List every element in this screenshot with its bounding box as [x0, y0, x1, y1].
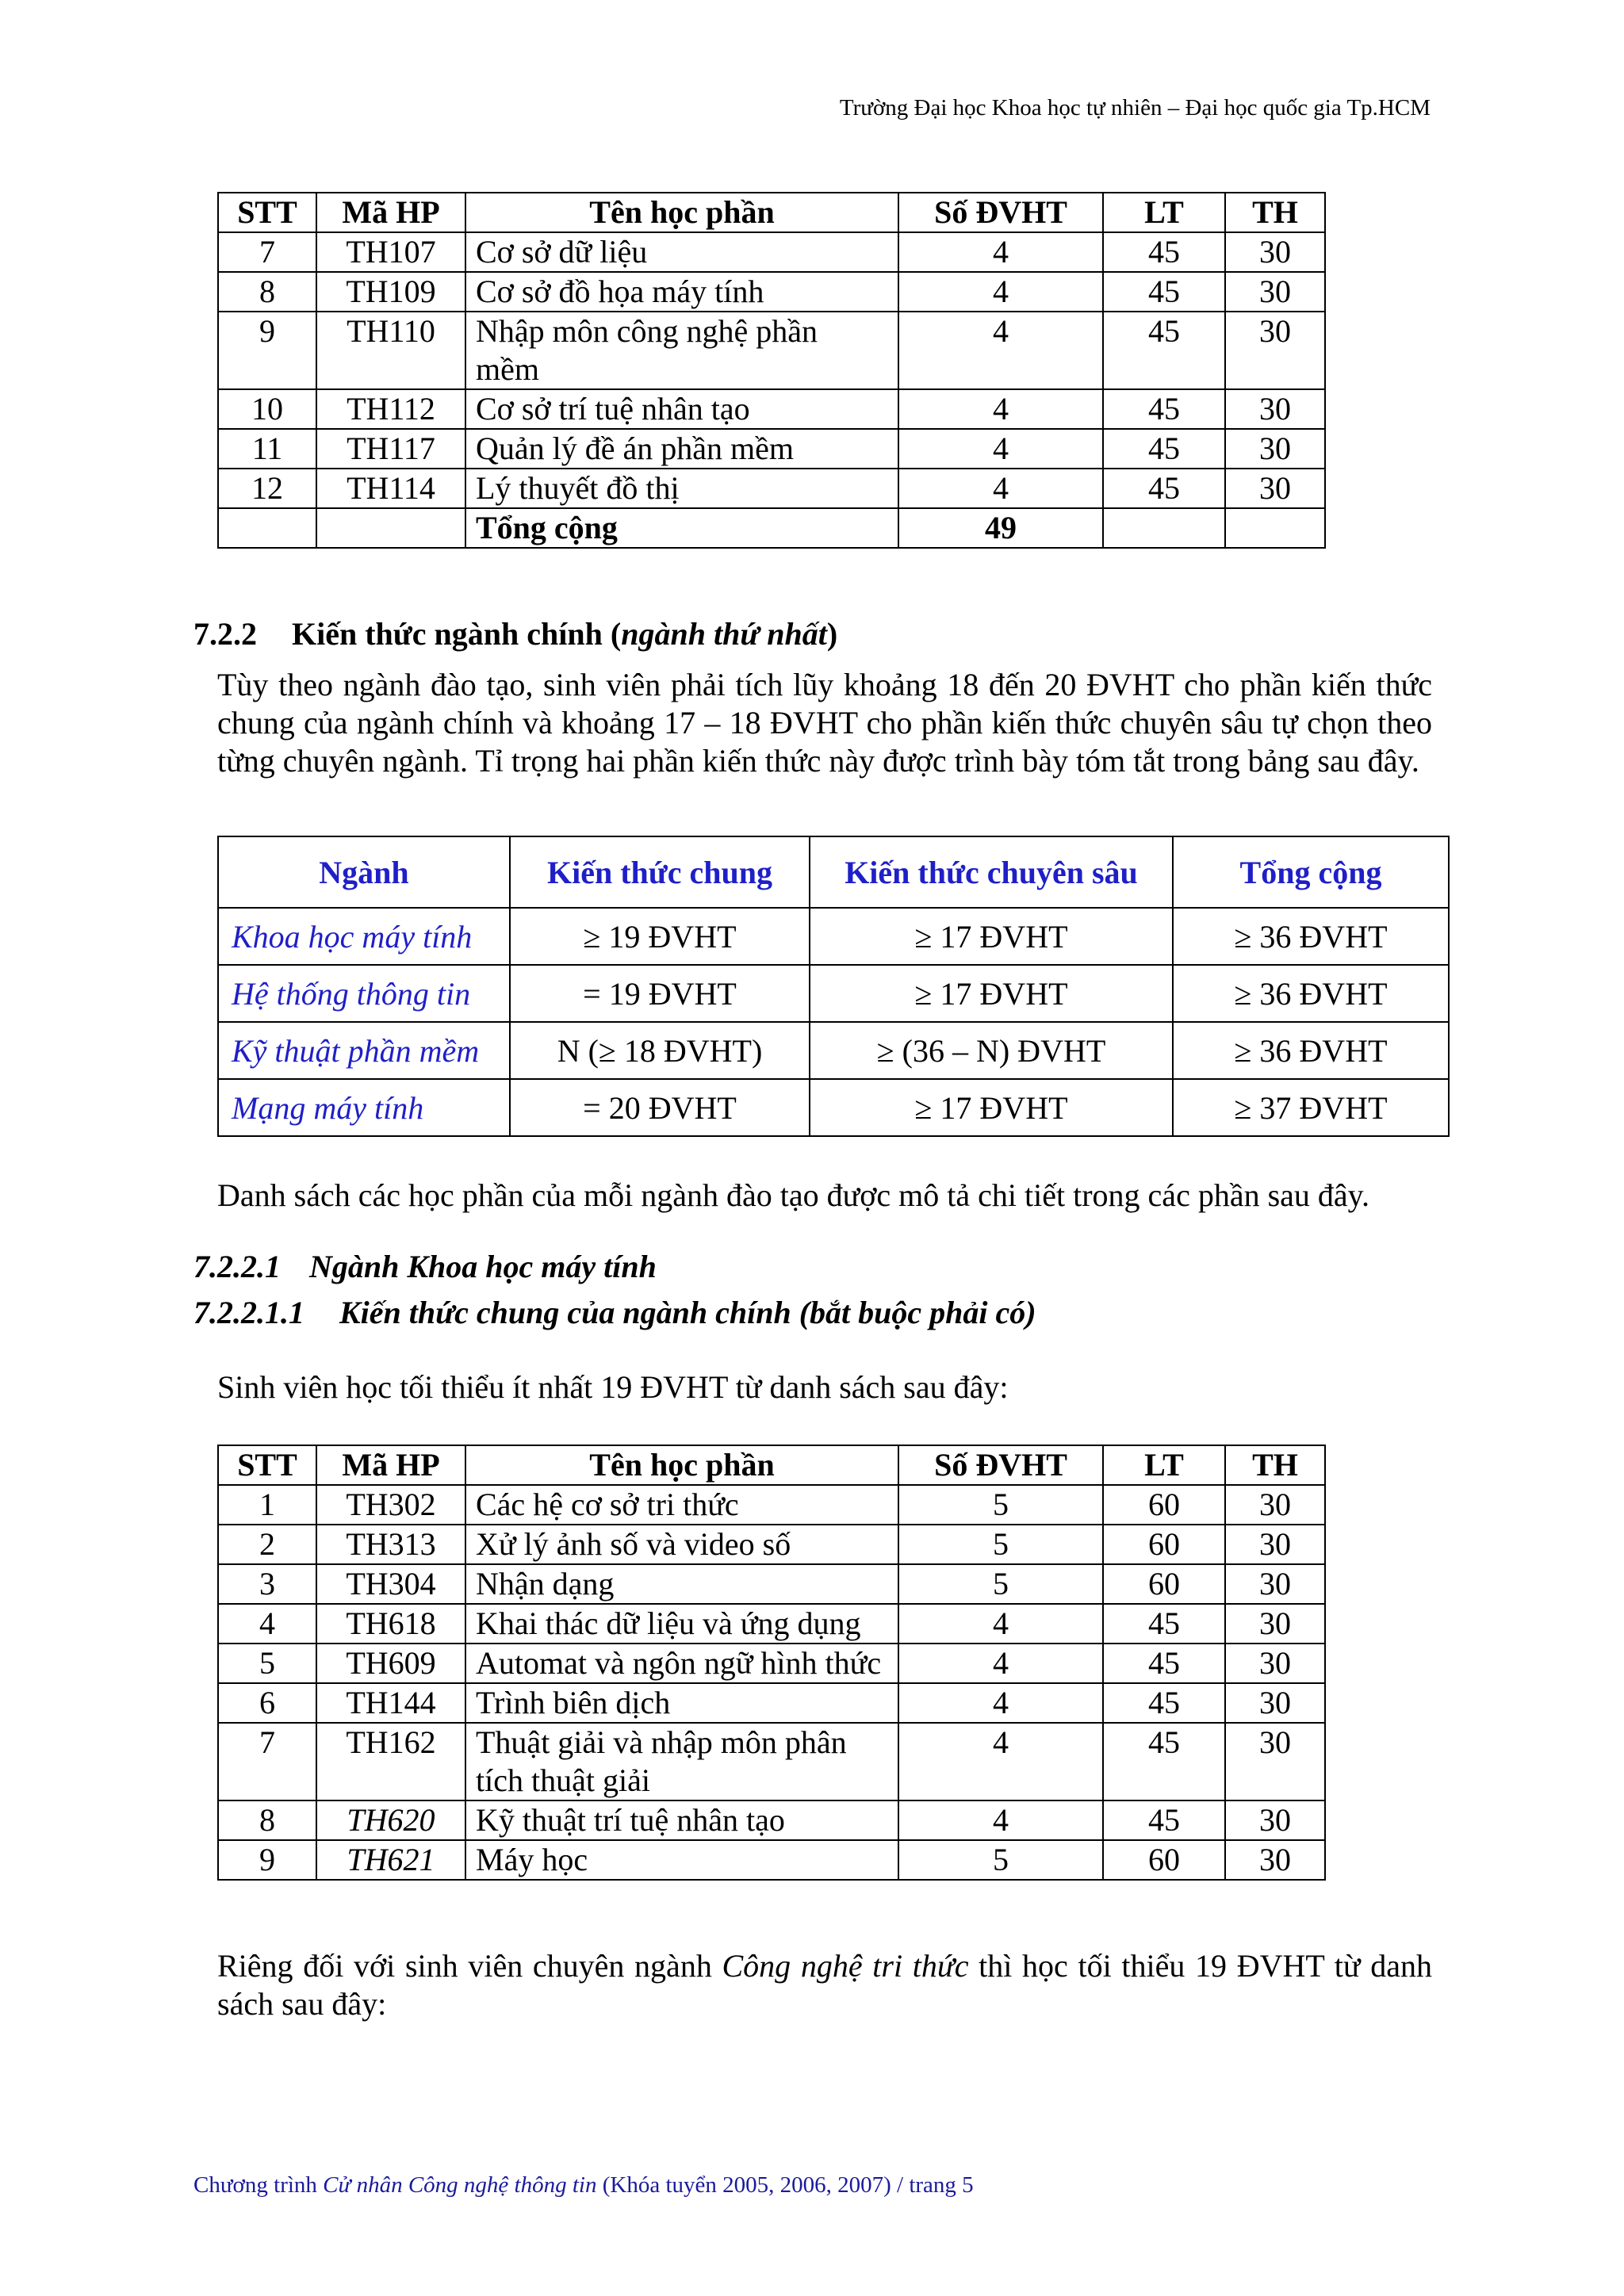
section-title: Kiến thức chung của ngành chính (bắt buộc phải có) [339, 1295, 1036, 1330]
summary-row [218, 1022, 1449, 1079]
code-cell: TH618 [316, 1604, 465, 1644]
th-cell: 30 [1225, 1800, 1325, 1840]
column-header-th: TH [1225, 1445, 1325, 1485]
lt-cell: 45 [1103, 1800, 1225, 1840]
table-row [218, 1525, 1325, 1564]
table-row [218, 312, 1325, 389]
major-cell: Kỹ thuật phần mềm [218, 1022, 510, 1079]
th-cell: 30 [1225, 1840, 1325, 1880]
footer-suffix: (Khóa tuyển 2005, 2006, 2007) / trang 5 [596, 2172, 974, 2198]
column-header-lt: LT [1103, 1445, 1225, 1485]
credits-cell: 4 [898, 1644, 1103, 1683]
code-cell: TH620 [316, 1800, 465, 1840]
credits-cell: 4 [898, 1604, 1103, 1644]
lt-cell: 60 [1103, 1485, 1225, 1525]
name-cell: Cơ sở trí tuệ nhân tạo [465, 389, 898, 429]
section-title-italic: ngành thứ nhất [621, 616, 827, 652]
name-cell: Lý thuyết đồ thị [465, 469, 898, 508]
specialized-cell: ≥ 17 ĐVHT [810, 965, 1173, 1022]
table-row [218, 1683, 1325, 1723]
th-cell: 30 [1225, 429, 1325, 469]
stt-cell: 9 [218, 312, 316, 389]
table-row [218, 1840, 1325, 1880]
lt-cell: 45 [1103, 1683, 1225, 1723]
code-cell: TH114 [316, 469, 465, 508]
name-cell: Kỹ thuật trí tuệ nhân tạo [465, 1800, 898, 1840]
name-cell: Xử lý ảnh số và video số [465, 1525, 898, 1564]
table-header-row [218, 193, 1325, 232]
credits-cell: 5 [898, 1525, 1103, 1564]
table-total-row [218, 508, 1325, 548]
empty-cell [316, 508, 465, 548]
credits-cell: 5 [898, 1840, 1103, 1880]
section-title-close: ) [826, 616, 838, 652]
total-cell: ≥ 36 ĐVHT [1173, 965, 1449, 1022]
stt-cell: 1 [218, 1485, 316, 1525]
code-cell: TH313 [316, 1525, 465, 1564]
section-number: 7.2.2.1 [193, 1249, 281, 1284]
credits-cell: 4 [898, 469, 1103, 508]
th-cell: 30 [1225, 469, 1325, 508]
stt-cell: 4 [218, 1604, 316, 1644]
lt-cell: 45 [1103, 429, 1225, 469]
general-cell: = 19 ĐVHT [510, 965, 810, 1022]
page-header: Trường Đại học Khoa học tự nhiên – Đại học quốc gia Tp.HCM [839, 95, 1431, 121]
name-cell: Trình biên dịch [465, 1683, 898, 1723]
table-row [218, 272, 1325, 312]
name-cell: Quản lý đề án phần mềm [465, 429, 898, 469]
column-header-major: Ngành [218, 836, 510, 908]
lt-cell: 45 [1103, 389, 1225, 429]
closing-text-italic: Công nghệ tri thức [722, 1948, 969, 1984]
stt-cell: 6 [218, 1683, 316, 1723]
lt-cell: 45 [1103, 312, 1225, 389]
stt-cell: 7 [218, 232, 316, 272]
section-heading-7-2-2 [193, 615, 837, 653]
footer-program-name: Cử nhân Công nghệ thông tin [323, 2172, 597, 2198]
stt-cell: 9 [218, 1840, 316, 1880]
column-header-credits: Số ĐVHT [898, 193, 1103, 232]
stt-cell: 11 [218, 429, 316, 469]
specialized-cell: ≥ 17 ĐVHT [810, 1079, 1173, 1136]
column-header-specialized: Kiến thức chuyên sâu [810, 836, 1173, 908]
specialized-cell: ≥ 17 ĐVHT [810, 908, 1173, 965]
closing-paragraph [217, 1947, 1432, 2023]
table-row [218, 389, 1325, 429]
stt-cell: 2 [218, 1525, 316, 1564]
th-cell: 30 [1225, 1564, 1325, 1604]
stt-cell: 10 [218, 389, 316, 429]
column-header-name: Tên học phần [465, 1445, 898, 1485]
section-heading-7-2-2-1-1 [193, 1294, 1036, 1332]
lt-cell: 45 [1103, 469, 1225, 508]
code-cell: TH117 [316, 429, 465, 469]
total-credits: 49 [898, 508, 1103, 548]
major-cell: Hệ thống thông tin [218, 965, 510, 1022]
th-cell: 30 [1225, 1485, 1325, 1525]
total-label: Tổng cộng [465, 508, 898, 548]
credits-cell: 5 [898, 1485, 1103, 1525]
code-cell: TH112 [316, 389, 465, 429]
lt-cell: 60 [1103, 1525, 1225, 1564]
course-table-cs-general [217, 1445, 1326, 1881]
stt-cell: 5 [218, 1644, 316, 1683]
code-cell: TH110 [316, 312, 465, 389]
column-header-total: Tổng cộng [1173, 836, 1449, 908]
code-cell: TH302 [316, 1485, 465, 1525]
table-header-row [218, 1445, 1325, 1485]
code-cell: TH304 [316, 1564, 465, 1604]
credits-cell: 4 [898, 1800, 1103, 1840]
section-paragraph: Tùy theo ngành đào tạo, sinh viên phải tích lũy khoảng 18 đến 20 ĐVHT cho phần kiến thức chung của ngành chính và khoảng 17 – 18 ĐVHT cho phần kiến thức chuyên sâu tự chọn theo từng chuyên ngành. Tỉ trọng hai phần kiến thức này được trình bày tóm tắt trong bảng sau đây. [217, 667, 1432, 779]
name-cell: Các hệ cơ sở tri thức [465, 1485, 898, 1525]
column-header-th: TH [1225, 193, 1325, 232]
column-header-name: Tên học phần [465, 193, 898, 232]
name-cell: Cơ sở dữ liệu [465, 232, 898, 272]
table-row [218, 1485, 1325, 1525]
lt-cell: 45 [1103, 232, 1225, 272]
th-cell: 30 [1225, 1604, 1325, 1644]
code-cell: TH107 [316, 232, 465, 272]
name-cell: Nhập môn công nghệ phần mềm [465, 312, 898, 389]
column-header-code: Mã HP [316, 1445, 465, 1485]
empty-cell [1103, 508, 1225, 548]
stt-cell: 7 [218, 1723, 316, 1800]
lt-cell: 45 [1103, 1644, 1225, 1683]
credits-cell: 4 [898, 1683, 1103, 1723]
th-cell: 30 [1225, 312, 1325, 389]
general-cell: N (≥ 18 ĐVHT) [510, 1022, 810, 1079]
table-row [218, 232, 1325, 272]
th-cell: 30 [1225, 1723, 1325, 1800]
credits-cell: 5 [898, 1564, 1103, 1604]
lt-cell: 45 [1103, 1723, 1225, 1800]
th-cell: 30 [1225, 389, 1325, 429]
closing-text-start: Riêng đối với sinh viên chuyên ngành [217, 1948, 722, 1984]
column-header-general: Kiến thức chung [510, 836, 810, 908]
stt-cell: 8 [218, 1800, 316, 1840]
summary-followup-text: Danh sách các học phần của mỗi ngành đào tạo được mô tả chi tiết trong các phần sau đây. [217, 1177, 1370, 1213]
empty-cell [218, 508, 316, 548]
table-row [218, 429, 1325, 469]
table-row [218, 1564, 1325, 1604]
th-cell: 30 [1225, 232, 1325, 272]
empty-cell [1225, 508, 1325, 548]
lt-cell: 45 [1103, 272, 1225, 312]
course-table-core [217, 192, 1326, 549]
lt-cell: 60 [1103, 1564, 1225, 1604]
section-title: Ngành Khoa học máy tính [309, 1249, 657, 1284]
th-cell: 30 [1225, 1525, 1325, 1564]
major-cell: Mạng máy tính [218, 1079, 510, 1136]
footer-prefix: Chương trình [193, 2172, 324, 2198]
closing-text-end: thì học tối thiểu 19 ĐVHT từ danh sách sau đây: [217, 1948, 1432, 2022]
stt-cell: 8 [218, 272, 316, 312]
code-cell: TH144 [316, 1683, 465, 1723]
lt-cell: 45 [1103, 1604, 1225, 1644]
total-cell: ≥ 37 ĐVHT [1173, 1079, 1449, 1136]
credits-cell: 4 [898, 312, 1103, 389]
general-cell: = 20 ĐVHT [510, 1079, 810, 1136]
credits-cell: 4 [898, 232, 1103, 272]
name-cell: Nhận dạng [465, 1564, 898, 1604]
th-cell: 30 [1225, 272, 1325, 312]
column-header-credits: Số ĐVHT [898, 1445, 1103, 1485]
credits-cell: 4 [898, 1723, 1103, 1800]
summary-row [218, 965, 1449, 1022]
credits-cell: 4 [898, 429, 1103, 469]
name-cell: Khai thác dữ liệu và ứng dụng [465, 1604, 898, 1644]
table-row [218, 1800, 1325, 1840]
column-header-stt: STT [218, 193, 316, 232]
section-number: 7.2.2.1.1 [193, 1295, 304, 1330]
th-cell: 30 [1225, 1683, 1325, 1723]
major-cell: Khoa học máy tính [218, 908, 510, 965]
code-cell: TH609 [316, 1644, 465, 1683]
code-cell: TH621 [316, 1840, 465, 1880]
general-cell: ≥ 19 ĐVHT [510, 908, 810, 965]
column-header-lt: LT [1103, 193, 1225, 232]
summary-header-row [218, 836, 1449, 908]
column-header-stt: STT [218, 1445, 316, 1485]
section-heading-7-2-2-1 [193, 1248, 657, 1286]
th-cell: 30 [1225, 1644, 1325, 1683]
table-row [218, 1723, 1325, 1800]
code-cell: TH109 [316, 272, 465, 312]
summary-row [218, 908, 1449, 965]
name-cell: Automat và ngôn ngữ hình thức [465, 1644, 898, 1683]
name-cell: Cơ sở đồ họa máy tính [465, 272, 898, 312]
lt-cell: 60 [1103, 1840, 1225, 1880]
section-number: 7.2.2 [193, 616, 257, 652]
summary-row [218, 1079, 1449, 1136]
name-cell: Máy học [465, 1840, 898, 1880]
section-title: Kiến thức ngành chính ( [292, 616, 622, 652]
table-row [218, 1644, 1325, 1683]
table-row [218, 1604, 1325, 1644]
table2-intro-text: Sinh viên học tối thiểu ít nhất 19 ĐVHT từ danh sách sau đây: [217, 1369, 1009, 1405]
page-footer [193, 2171, 974, 2199]
table-row [218, 469, 1325, 508]
total-cell: ≥ 36 ĐVHT [1173, 1022, 1449, 1079]
total-cell: ≥ 36 ĐVHT [1173, 908, 1449, 965]
major-summary-table [217, 836, 1450, 1137]
specialized-cell: ≥ (36 – N) ĐVHT [810, 1022, 1173, 1079]
column-header-code: Mã HP [316, 193, 465, 232]
name-cell: Thuật giải và nhập môn phân tích thuật giải [465, 1723, 898, 1800]
credits-cell: 4 [898, 389, 1103, 429]
code-cell: TH162 [316, 1723, 465, 1800]
stt-cell: 3 [218, 1564, 316, 1604]
stt-cell: 12 [218, 469, 316, 508]
credits-cell: 4 [898, 272, 1103, 312]
